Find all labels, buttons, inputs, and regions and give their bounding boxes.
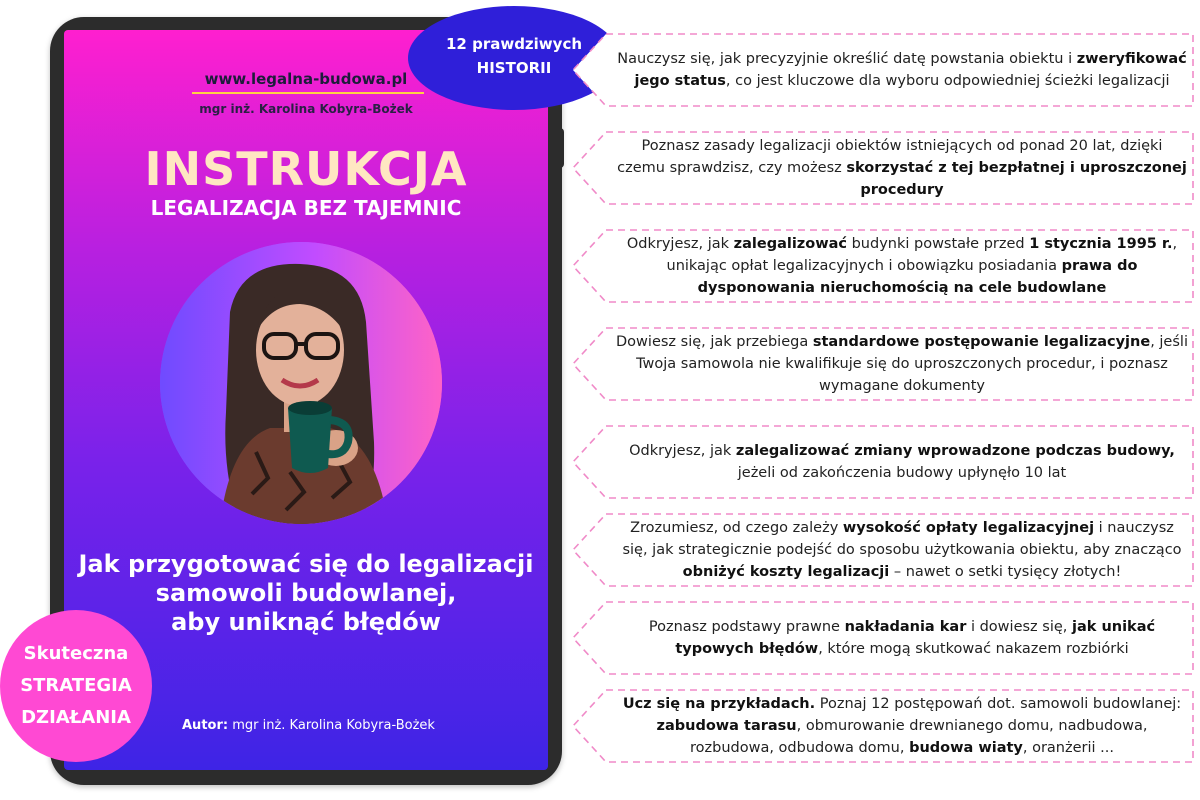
callout-plain-text: Poznasz zasady legalizacji obiektów istniejących od ponad 20 lat, dzięki czemu sprawdzisz, czy możesz	[617, 138, 1163, 176]
callout-text	[616, 131, 1188, 205]
author-credit	[182, 718, 435, 733]
callout-5	[572, 425, 1194, 499]
callout-bold-text: 1 stycznia 1995 r.	[1029, 236, 1173, 252]
stories-badge-line-2: HISTORII	[476, 59, 552, 77]
callout-bold-text: jak unikać typowych błędów	[675, 619, 1156, 657]
callout-4	[572, 327, 1194, 401]
callout-1	[572, 33, 1194, 107]
strategy-badge-line-2: STRATEGIA	[20, 675, 132, 696]
callout-plain-text: Odkryjesz, jak	[626, 236, 734, 252]
callout-bold-text: wysokość opłaty legalizacyjnej	[842, 520, 1095, 536]
callout-plain-text: , które mogą skutkować nakazem rozbiórki	[818, 641, 1129, 657]
callout-plain-text: Poznasz podstawy prawne	[648, 619, 845, 635]
callout-bold-text: skorzystać z tej bezpłatnej i uproszczonej procedury	[846, 160, 1187, 198]
tablet-side-button	[558, 128, 564, 168]
headline-line-3: aby uniknąć błędów	[171, 608, 441, 636]
callout-text	[616, 601, 1188, 675]
stories-badge-line-1: 12 prawdziwych	[445, 35, 583, 53]
callout-6	[572, 513, 1194, 587]
callout-bold-text: nakładania kar	[844, 619, 967, 635]
callout-plain-text: budynki powstałe przed	[846, 236, 1030, 252]
strategy-badge	[0, 610, 152, 762]
headline-line-1: Jak przygotować się do legalizacji	[78, 550, 534, 578]
callout-plain-text: Zrozumiesz, od czego zależy	[630, 520, 843, 536]
callout-bold-text: standardowe postępowanie legalizacyjne	[812, 334, 1151, 350]
callout-plain-text: Nauczysz się, jak precyzyjnie określić datę powstania obiektu i	[617, 51, 1077, 67]
callout-bold-text: zalegalizować	[733, 236, 847, 252]
callout-7	[572, 601, 1194, 675]
callout-text	[616, 33, 1188, 107]
callout-bold-text: obniżyć koszty legalizacji	[682, 564, 890, 580]
callout-bold-text: zabudowa tarasu	[656, 718, 797, 734]
author-portrait	[160, 242, 442, 524]
strategy-badge-line-1: Skuteczna	[23, 643, 129, 664]
strategy-badge-line-3: DZIAŁANIA	[21, 707, 131, 728]
callout-bold-text: budowa wiaty	[909, 740, 1023, 756]
callout-plain-text: Dowiesz się, jak przebiega	[616, 334, 813, 350]
author-label: Autor:	[182, 718, 229, 733]
cover-headline	[64, 550, 548, 637]
author-name: mgr inż. Karolina Kobyra-Bożek	[232, 718, 435, 733]
site-url-underline	[192, 92, 424, 94]
callout-plain-text: , unikając opłat legalizacyjnych i obowiązku posiadania	[666, 236, 1178, 274]
callout-plain-text: i dowiesz się,	[966, 619, 1072, 635]
site-url[interactable]: www.legalna-budowa.pl	[204, 70, 408, 88]
callout-text	[616, 229, 1188, 303]
cover-title: INSTRUKCJA	[144, 142, 468, 196]
callout-2	[572, 131, 1194, 205]
callout-plain-text: , jeśli Twoja samowola nie kwalifikuje się do uproszczonych procedur, i poznasz wymagane dokumenty	[636, 334, 1188, 394]
callout-plain-text: , co jest kluczowe dla wyboru odpowiedniej ścieżki legalizacji	[725, 73, 1170, 89]
callout-plain-text: , oranżerii ...	[1022, 740, 1114, 756]
callout-text	[616, 513, 1188, 587]
callout-plain-text: Poznaj 12 postępowań dot. samowoli budowlanej:	[815, 696, 1182, 712]
author-photo-illustration	[160, 242, 442, 524]
callout-bold-text: zweryfikować jego status	[634, 51, 1187, 89]
cover-subtitle: LEGALIZACJA BEZ TAJEMNIC	[150, 196, 462, 220]
callout-bold-text: Ucz się na przykładach.	[622, 696, 816, 712]
callout-plain-text: jeżeli od zakończenia budowy upłynęło 10 lat	[737, 465, 1067, 481]
callout-3	[572, 229, 1194, 303]
callout-text	[616, 689, 1188, 763]
callout-bold-text: prawa do dysponowania nieruchomością na cele budowlane	[697, 258, 1138, 296]
callout-text	[616, 425, 1188, 499]
callout-plain-text: i nauczysz się, jak strategicznie podejść do sposobu użytkowania obiektu, aby znacząco	[622, 520, 1182, 558]
author-top: mgr inż. Karolina Kobyra-Bożek	[199, 102, 413, 116]
callout-bold-text: zalegalizować zmiany wprowadzone podczas budowy,	[735, 443, 1175, 459]
callout-plain-text: – nawet o setki tysięcy złotych!	[889, 564, 1122, 580]
callout-8	[572, 689, 1194, 763]
callout-plain-text: Odkryjesz, jak	[629, 443, 736, 459]
headline-line-2: samowoli budowlanej,	[155, 579, 457, 607]
callout-plain-text: , obmurowanie drewnianego domu, nadbudowa, rozbudowa, odbudowa domu,	[689, 718, 1148, 756]
callout-text	[616, 327, 1188, 401]
